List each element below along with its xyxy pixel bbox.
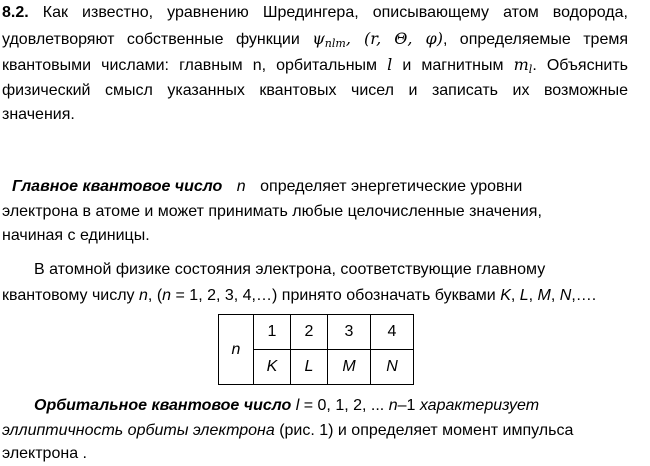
table-cell: 4: [371, 315, 414, 350]
problem-text: . Объяснить: [532, 57, 629, 74]
problem-text: и магнитным: [402, 57, 504, 74]
table-cell: K: [254, 350, 291, 385]
main-number-line-3: [2, 225, 150, 247]
paragraph-text: В атомной физике состояния электрона, соответствующие главному: [34, 261, 546, 278]
main-number-line-1: [12, 176, 522, 198]
letter-l: L: [519, 287, 529, 304]
symbol-n: n: [139, 287, 148, 304]
paragraph-text: = 0, 1, 2, ...: [303, 397, 385, 414]
orbital-line-2: [2, 420, 573, 442]
table-cell: 2: [291, 315, 328, 350]
paragraph-text: = 1, 2, 3, 4,…) принято обозначать буквами: [175, 287, 496, 304]
main-number-term: Главное квантовое число: [12, 178, 223, 195]
paragraph-text: , (: [147, 287, 163, 304]
paragraph-text: эллиптичность орбиты электрона: [2, 422, 275, 439]
orbital-number-term: Орбитальное квантовое число: [34, 397, 292, 414]
table-header-n: n: [219, 315, 254, 385]
paragraph-text: электрона в атоме и может принимать любые целочисленные значения,: [2, 203, 542, 220]
states-line-2: квантовому числу n, (n = 1, 2, 3, 4,…) принято обозначать буквами K, L, M, N,….: [2, 287, 597, 304]
symbol-l: l: [387, 55, 393, 74]
paragraph-text: электрона .: [2, 445, 87, 462]
table-cell: M: [328, 350, 371, 385]
paragraph-text: определяет энергетические уровни: [260, 178, 523, 195]
paragraph-text: (рис. 1) и определяет момент импульса: [279, 422, 574, 439]
table-cell: N: [371, 350, 414, 385]
orbital-line-3: [2, 443, 87, 465]
symbol-l: l: [295, 397, 300, 414]
symbol-ml: $m_l$: [513, 55, 533, 76]
problem-text: удовлетворяют собственные функции: [2, 31, 300, 48]
psi-function: $\psi_{nlm}$, (r, Θ, φ): [312, 29, 443, 50]
main-number-line-2: [2, 201, 542, 223]
problem-line-4: [2, 80, 628, 102]
paragraph-text: квантовому числу: [2, 287, 135, 304]
paragraph-text: начиная с единицы.: [2, 227, 150, 244]
quantum-number-table: [218, 314, 414, 385]
problem-line-2: [2, 28, 628, 55]
letter-n: N: [559, 287, 572, 304]
paragraph-text: –1: [397, 397, 416, 414]
orbital-line-1: [34, 395, 539, 417]
problem-number: 8.2.: [2, 4, 29, 21]
problem-text: значения.: [2, 106, 75, 123]
table-cell: 3: [328, 315, 371, 350]
problem-line-1: [2, 2, 628, 24]
letter-k: K: [500, 287, 511, 304]
table-row: [219, 315, 414, 350]
symbol-n: n: [388, 397, 398, 414]
problem-text: , определяемые тремя: [442, 31, 628, 48]
letter-m: M: [537, 287, 551, 304]
problem-text: физический смысл указанных квантовых чисел и записать их возможные: [2, 82, 628, 99]
problem-text: Как известно, уравнению Шредингера, описывающему атом водорода,: [42, 4, 628, 21]
table-cell: 1: [254, 315, 291, 350]
symbol-n: n: [236, 178, 246, 195]
problem-text: квантовыми числами: главным n, орбитальным: [2, 57, 378, 74]
symbol-n: n: [162, 287, 172, 304]
table-cell: L: [291, 350, 328, 385]
problem-line-5: [2, 104, 75, 126]
states-line-1: [34, 259, 545, 281]
problem-line-3: [2, 54, 628, 81]
paragraph-text: характеризует: [419, 397, 540, 414]
